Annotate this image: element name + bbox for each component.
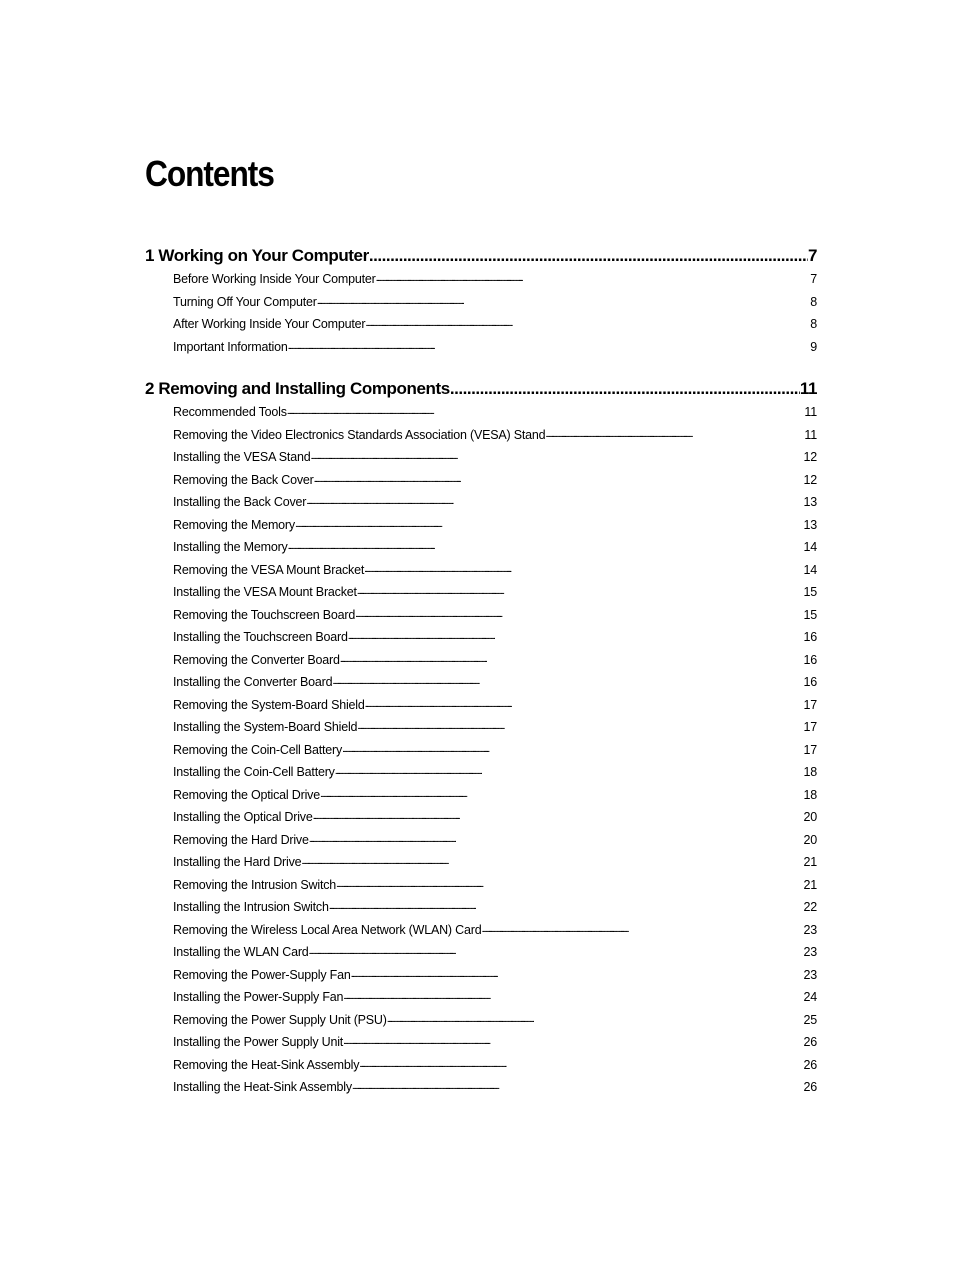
table-of-contents (145, 243, 817, 1099)
toc-entry-link[interactable] (173, 313, 817, 336)
toc-entry-title: Installing the Power-Supply Fan (173, 990, 344, 1004)
toc-entry-page-number: 15 (803, 607, 817, 622)
toc-entry-title: Before Working Inside Your Computer (173, 272, 376, 286)
toc-entry-page-number: 14 (803, 562, 817, 577)
toc-dot-leader (336, 874, 803, 897)
toc-dot-leader (343, 986, 803, 1009)
toc-entry-title: Installing the System-Board Shield (173, 720, 358, 734)
toc-dot-leader (313, 806, 804, 829)
toc-entry-link[interactable] (173, 671, 817, 694)
toc-dot-leader (357, 581, 804, 604)
toc-chapter (145, 243, 817, 358)
page-title: Contents (145, 153, 274, 194)
toc-dot-leader (364, 559, 803, 582)
toc-dot-leader (335, 761, 804, 784)
toc-entry-page-number: 21 (803, 855, 817, 869)
toc-entry-title: Removing the Wireless Local Area Network (WLAN) Card (173, 922, 482, 937)
toc-entry-title: After Working Inside Your Computer (173, 317, 366, 331)
toc-entry-title: Installing the Optical Drive (173, 810, 313, 824)
toc-entry-title: Removing the Optical Drive (173, 787, 320, 802)
toc-entry-title: Removing the Hard Drive (173, 832, 309, 847)
toc-entry-link[interactable] (173, 829, 817, 852)
toc-entry-page-number: 23 (803, 945, 817, 959)
toc-entry-page-number: 13 (803, 517, 817, 532)
toc-dot-leader (309, 941, 804, 964)
toc-entry-link[interactable] (173, 784, 817, 807)
toc-entry-title: Removing the Memory (173, 517, 295, 532)
toc-entry-link[interactable] (173, 446, 817, 469)
toc-entry-title: Removing the System-Board Shield (173, 697, 365, 712)
toc-entry-title: Installing the WLAN Card (173, 945, 309, 959)
toc-entry-page-number: 14 (803, 540, 817, 554)
toc-entry-title: Recommended Tools (173, 405, 287, 419)
toc-entry-link[interactable] (173, 896, 817, 919)
toc-entry-link[interactable] (173, 716, 817, 739)
toc-dot-leader (317, 291, 811, 314)
toc-entry-page-number: 13 (803, 495, 817, 509)
toc-entry-link[interactable] (173, 761, 817, 784)
toc-entry-list (145, 268, 817, 358)
toc-entry-link[interactable] (173, 851, 817, 874)
toc-dot-leader (355, 604, 803, 627)
toc-entry-page-number: 16 (803, 675, 817, 689)
toc-entry-page-number: 8 (810, 317, 817, 331)
toc-entry-title: Turning Off Your Computer (173, 294, 317, 309)
toc-entry-link[interactable] (173, 536, 817, 559)
toc-entry-page-number: 23 (803, 922, 817, 937)
toc-entry-title: Installing the Power Supply Unit (173, 1035, 344, 1049)
toc-chapter-title: 1 Working on Your Computer (145, 246, 369, 265)
toc-entry-title: Removing the VESA Mount Bracket (173, 562, 365, 577)
toc-dot-leader (351, 964, 804, 987)
toc-dot-leader (310, 446, 803, 469)
toc-entry-link[interactable] (173, 1009, 817, 1032)
toc-dot-leader (343, 1031, 803, 1054)
toc-dot-leader (387, 1009, 804, 1032)
toc-entry-link[interactable] (173, 1076, 817, 1099)
toc-entry-link[interactable] (173, 604, 817, 627)
toc-entry-title: Installing the Back Cover (173, 495, 307, 509)
toc-entry-page-number: 26 (803, 1080, 817, 1094)
toc-entry-page-number: 18 (803, 787, 817, 802)
toc-entry-page-number: 25 (803, 1012, 817, 1027)
toc-dot-leader (481, 919, 803, 942)
toc-dot-leader (295, 514, 804, 537)
toc-dot-leader (376, 268, 811, 291)
toc-entry-link[interactable] (173, 514, 817, 537)
toc-entry-title: Important Information (173, 339, 288, 354)
toc-dot-leader (309, 829, 804, 852)
toc-entry-page-number: 22 (803, 900, 817, 914)
toc-entry-link[interactable] (173, 941, 817, 964)
toc-entry-title: Removing the Coin-Cell Battery (173, 742, 343, 757)
toc-entry-title: Installing the VESA Stand (173, 450, 311, 464)
toc-entry-page-number: 12 (803, 450, 817, 464)
toc-entry-link[interactable] (173, 626, 817, 649)
toc-dot-leader (340, 649, 804, 672)
toc-chapter-link[interactable] (145, 376, 817, 401)
toc-entry-page-number: 9 (810, 339, 817, 354)
toc-entry-title: Installing the Hard Drive (173, 855, 302, 869)
toc-dot-leader (320, 784, 804, 807)
toc-dot-leader (329, 896, 804, 919)
toc-entry-title: Installing the Touchscreen Board (173, 630, 348, 644)
toc-dot-leader (545, 424, 804, 447)
toc-entry-link[interactable] (173, 986, 817, 1009)
toc-entry-page-number: 8 (810, 294, 817, 309)
toc-dot-leader (357, 716, 803, 739)
toc-entry-page-number: 12 (803, 472, 817, 487)
toc-entry-link[interactable] (173, 401, 817, 424)
toc-entry-list (145, 401, 817, 1099)
toc-dot-leader (348, 626, 804, 649)
toc-dot-leader (301, 851, 803, 874)
toc-entry-page-number: 20 (803, 810, 817, 824)
toc-entry-page-number: 23 (803, 967, 817, 982)
toc-dot-leader (352, 1076, 804, 1099)
toc-entry-page-number: 15 (803, 585, 817, 599)
toc-chapter-link[interactable] (145, 243, 817, 268)
toc-entry-page-number: 17 (803, 742, 817, 757)
toc-entry-title: Installing the Coin-Cell Battery (173, 765, 335, 779)
toc-dot-leader (314, 469, 804, 492)
toc-entry-title: Removing the Heat-Sink Assembly (173, 1057, 360, 1072)
toc-dot-leader (342, 739, 803, 762)
toc-entry-title: Removing the Touchscreen Board (173, 607, 356, 622)
toc-entry-link[interactable] (173, 336, 817, 359)
toc-entry-page-number: 24 (803, 990, 817, 1004)
toc-dot-leader (450, 376, 800, 401)
toc-entry-page-number: 11 (804, 405, 817, 419)
toc-entry-page-number: 17 (803, 697, 817, 712)
toc-entry-link[interactable] (173, 424, 817, 447)
toc-entry-link[interactable] (173, 739, 817, 762)
toc-entry-link[interactable] (173, 559, 817, 582)
toc-entry-link[interactable] (173, 491, 817, 514)
toc-entry-link[interactable] (173, 291, 817, 314)
toc-chapter-page-number: 7 (807, 246, 817, 265)
toc-entry-page-number: 20 (803, 832, 817, 847)
toc-entry-page-number: 16 (803, 630, 817, 644)
toc-dot-leader (306, 491, 803, 514)
toc-entry-title: Removing the Back Cover (173, 472, 314, 487)
toc-entry-page-number: 26 (803, 1057, 817, 1072)
toc-entry-link[interactable] (173, 806, 817, 829)
toc-entry-link[interactable] (173, 469, 817, 492)
toc-entry-link[interactable] (173, 1054, 817, 1077)
toc-dot-leader (332, 671, 803, 694)
toc-entry-title: Removing the Intrusion Switch (173, 877, 337, 892)
toc-entry-page-number: 26 (803, 1035, 817, 1049)
toc-entry-title: Installing the Converter Board (173, 675, 333, 689)
toc-chapter-page-number: 11 (799, 379, 817, 398)
toc-entry-link[interactable] (173, 964, 817, 987)
toc-dot-leader (365, 313, 810, 336)
toc-dot-leader (288, 536, 804, 559)
toc-entry-link[interactable] (173, 1031, 817, 1054)
toc-entry-link[interactable] (173, 874, 817, 897)
toc-entry-link[interactable] (173, 919, 817, 942)
toc-entry-link[interactable] (173, 268, 817, 291)
toc-entry-title: Removing the Video Electronics Standards Association (VESA) Stand (173, 427, 546, 442)
toc-entry-page-number: 18 (803, 765, 817, 779)
toc-entry-title: Removing the Power-Supply Fan (173, 967, 351, 982)
toc-entry-title: Installing the Memory (173, 540, 288, 554)
toc-entry-link[interactable] (173, 581, 817, 604)
toc-dot-leader (359, 1054, 803, 1077)
toc-entry-title: Removing the Converter Board (173, 652, 340, 667)
toc-chapter (145, 376, 817, 1099)
toc-entry-title: Installing the VESA Mount Bracket (173, 585, 357, 599)
toc-entry-page-number: 17 (803, 720, 817, 734)
toc-entry-page-number: 16 (803, 652, 817, 667)
toc-entry-link[interactable] (173, 649, 817, 672)
toc-entry-title: Installing the Intrusion Switch (173, 900, 329, 914)
toc-dot-leader (369, 243, 808, 268)
toc-dot-leader (287, 401, 805, 424)
toc-entry-page-number: 21 (803, 877, 817, 892)
toc-entry-page-number: 7 (810, 272, 817, 286)
toc-chapter-title: 2 Removing and Installing Components (145, 379, 450, 398)
toc-dot-leader (365, 694, 804, 717)
toc-entry-page-number: 11 (804, 427, 817, 442)
toc-dot-leader (288, 336, 811, 359)
toc-entry-title: Removing the Power Supply Unit (PSU) (173, 1012, 387, 1027)
toc-entry-title: Installing the Heat-Sink Assembly (173, 1080, 352, 1094)
toc-entry-link[interactable] (173, 694, 817, 717)
